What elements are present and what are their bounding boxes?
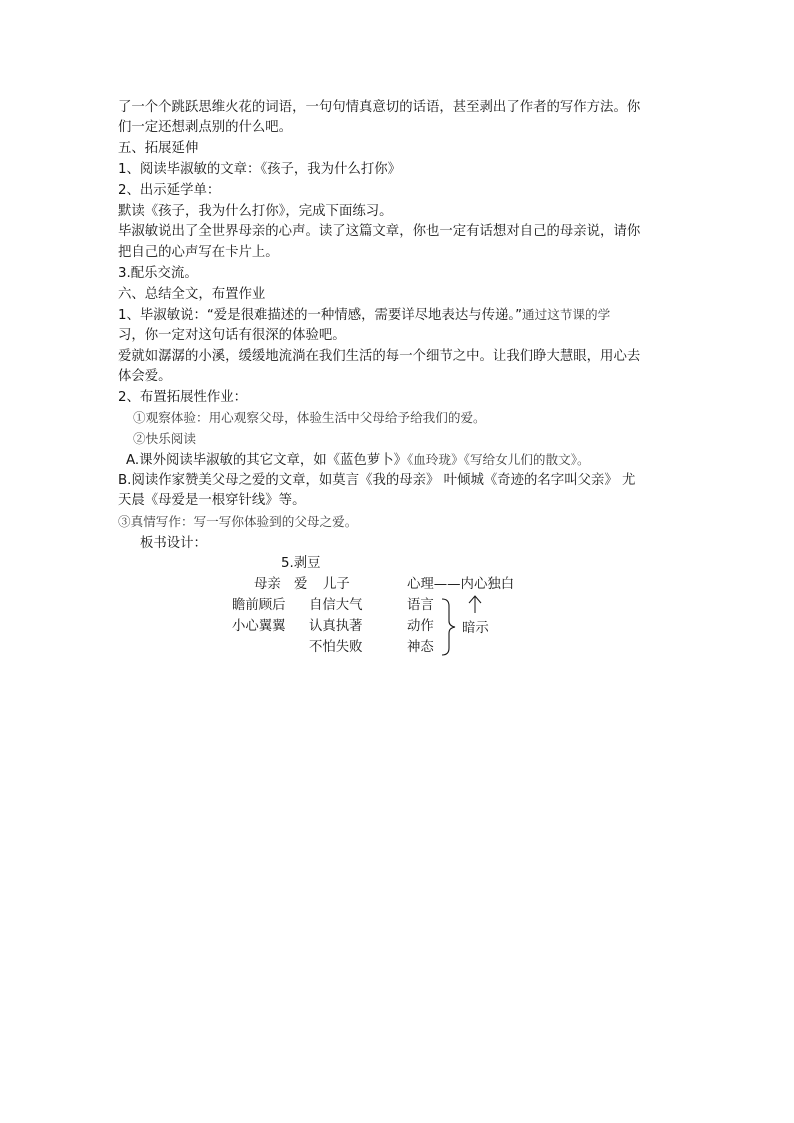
board-expression: 神态 [407,640,434,655]
up-arrow-icon [469,596,481,613]
board-mother-trait: 瞻前顾后 [232,598,286,613]
board-hint: 暗示 [462,621,489,636]
quote-continuation: 通过这节课的学 [522,307,611,322]
board-son: 儿子 [323,577,350,592]
paragraph-line: 习，你一定对这句话有很深的体验吧。 [118,328,346,343]
paragraph-line: 毕淑敏说出了全世界母亲的心声。读了这篇文章，你也一定有话想对自己的母亲说，请你 [118,224,641,239]
list-item: 3.配乐交流。 [118,266,198,281]
paragraph-line: 体会爱。 [118,369,172,384]
reading-item-b-cont: 天晨《母爱是一根穿针线》等。 [118,493,306,508]
list-item: 2、布置拓展性作业： [118,390,248,405]
paragraph-line: 了一个个跳跃思维火花的词语，一句句情真意切的话语，甚至剥出了作者的写作方法。你 [118,100,641,115]
board-title: 5.剥豆 [281,556,321,571]
reading-item-b: B.阅读作家赞美父母之爱的文章，如莫言《我的母亲》 叶倾城《奇迹的名字叫父亲》 尤 [118,473,636,488]
board-love: 爱 [294,577,308,592]
board-mother: 母亲 [254,577,281,592]
board-design-label: 板书设计： [140,536,207,551]
homework-item-observe: ①观察体验：用心观察父母，体验生活中父母给予给我们的爱。 [133,410,486,425]
homework-item-read: ②快乐阅读 [133,431,196,446]
section-heading-summary: 六、总结全文，布置作业 [118,287,266,302]
list-item: 2、出示延学单： [118,183,221,198]
board-son-trait: 自信大气 [309,598,363,613]
board-action: 动作 [407,619,434,634]
right-brace-icon [442,599,455,655]
list-item: 1、阅读毕淑敏的文章：《孩子，我为什么打你》 [118,162,402,177]
board-son-trait: 认真执著 [309,619,363,634]
paragraph-line: 们一定还想剥点别的什么吧。 [118,120,293,135]
reading-item-a-titles: 《血玲珑》《写给女儿们的散文》。 [407,452,590,467]
reading-item-a-text: A.课外阅读毕淑敏的其它文章，如《蓝色萝卜》 [126,453,407,468]
paragraph-line: 把自己的心声写在卡片上。 [118,245,279,260]
quote-text: 1、毕淑敏说：“爱是很难描述的一种情感，需要详尽地表达与传递。” [118,308,523,323]
board-psychology: 心理——内心独白 [407,577,515,592]
board-mother-trait: 小心翼翼 [232,619,286,634]
board-son-trait: 不怕失败 [309,640,363,655]
section-heading-extension: 五、拓展延伸 [118,141,199,156]
paragraph-line: 默读《孩子，我为什么打你》，完成下面练习。 [118,204,393,219]
paragraph-line: 爱就如潺潺的小溪，缓缓地流淌在我们生活的每一个细节之中。让我们睁大慧眼，用心去 [118,349,641,364]
board-language: 语言 [407,598,434,613]
homework-item-write: ③真情写作：写一写你体验到的父母之爱。 [118,514,358,529]
